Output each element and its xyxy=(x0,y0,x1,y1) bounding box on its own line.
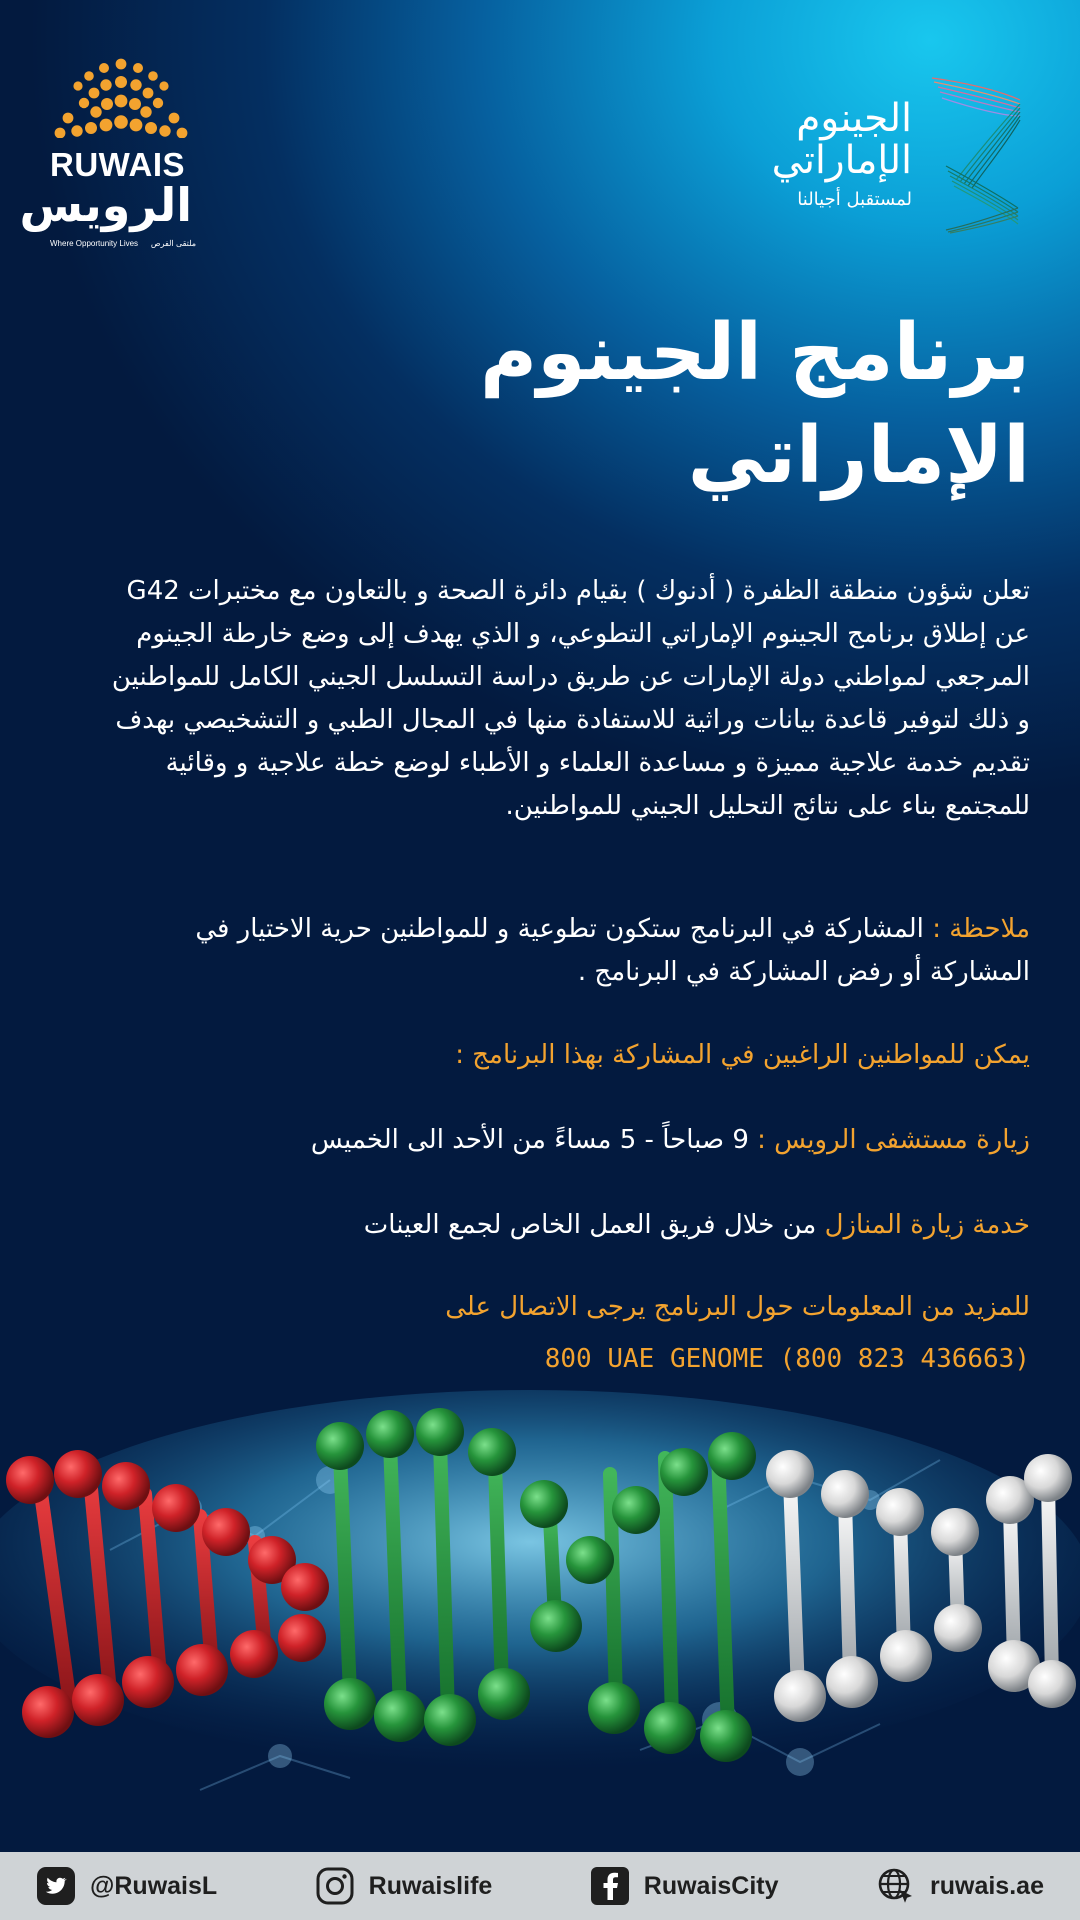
twitter-handle: @RuwaisL xyxy=(90,1871,218,1900)
website-link[interactable] xyxy=(876,1866,1044,1906)
dna-helix-illustration xyxy=(0,1390,1080,1850)
website-address: ruwais.ae xyxy=(930,1871,1044,1900)
genome-logo-line-2: الإماراتي xyxy=(771,138,912,184)
contact-phone: 800 UAE GENOME (800 823 436663) xyxy=(544,1344,1030,1374)
home-visit-text: من خلال فريق العمل الخاص لجمع العينات xyxy=(363,1210,817,1240)
globe-icon xyxy=(876,1866,916,1906)
more-info-line: للمزيد من المعلومات حول البرنامج يرجى الاتصال على xyxy=(445,1292,1030,1322)
hospital-visit-label: زيارة مستشفى الرويس : xyxy=(757,1125,1030,1155)
note-text: المشاركة في البرنامج ستكون تطوعية و للمواطنين حرية الاختيار في المشاركة أو رفض المشاركة في البرنامج . xyxy=(195,914,1030,987)
twitter-icon xyxy=(36,1866,76,1906)
eligible-citizens-line: يمكن للمواطنين الراغبين في المشاركة بهذا البرنامج : xyxy=(455,1040,1030,1070)
ruwais-logo xyxy=(19,54,204,254)
note-label: ملاحظة : xyxy=(932,914,1030,944)
ruwais-wordmark-en: RUWAIS xyxy=(50,146,185,183)
hospital-visit-hours: 9 صباحاً - 5 مساءً من الأحد الى الخميس xyxy=(310,1125,749,1155)
facebook-handle: RuwaisCity xyxy=(643,1871,779,1900)
twitter-link[interactable] xyxy=(36,1866,217,1906)
genome-logo-tagline: لمستقبل أجيالنا xyxy=(797,189,912,211)
program-title-line-1: برنامج الجينوم xyxy=(479,308,1030,398)
footer-bar xyxy=(0,1852,1080,1920)
ruwais-tagline-ar: ملتقى الفرص xyxy=(150,239,196,248)
home-visit-label: خدمة زيارة المنازل xyxy=(824,1210,1030,1240)
home-visit-line xyxy=(100,1210,1030,1241)
instagram-link[interactable] xyxy=(315,1866,493,1906)
ruwais-tagline xyxy=(50,240,196,248)
program-title xyxy=(290,302,1030,508)
emirati-genome-logo xyxy=(688,70,1028,240)
hospital-visit-line xyxy=(100,1125,1030,1156)
note-paragraph xyxy=(100,908,1030,994)
facebook-icon xyxy=(590,1866,630,1906)
intro-paragraph: تعلن شؤون منطقة الظفرة ( أدنوك ) بقيام دائرة الصحة و بالتعاون مع مختبرات G42 عن إطلاق برنامج الجينوم الإماراتي التطوعي، و الذي يهدف إلى وضع خارطة الجينوم المرجعي لمواطني دولة الإمارات عن طريق دراسة التسلسل الجيني الكامل للمواطنين و ذلك لتوفير قاعدة بيانات وراثية للاستفادة منها في المجال الطبي و التشخيصي بهدف تقديم خدمة علاجية مميزة و مساعدة العلماء و الأطباء لوضع خطة علاجية و وقائية للمجتمع بناء على نتائج التحليل الجيني للمواطنين. xyxy=(111,576,1030,821)
program-title-line-2: الإماراتي xyxy=(687,410,1030,501)
ruwais-tagline-en: Where Opportunity Lives xyxy=(50,239,139,248)
dots-logo-icon xyxy=(44,54,204,138)
instagram-icon xyxy=(315,1866,355,1906)
facebook-link[interactable] xyxy=(590,1866,779,1906)
ruwais-wordmark-ar: الرويس xyxy=(19,178,192,232)
helix-mark-icon xyxy=(928,70,1028,234)
instagram-handle: Ruwaislife xyxy=(368,1871,493,1900)
genome-logo-line-1: الجينوم xyxy=(796,96,912,141)
genome-logo-text xyxy=(672,98,912,210)
